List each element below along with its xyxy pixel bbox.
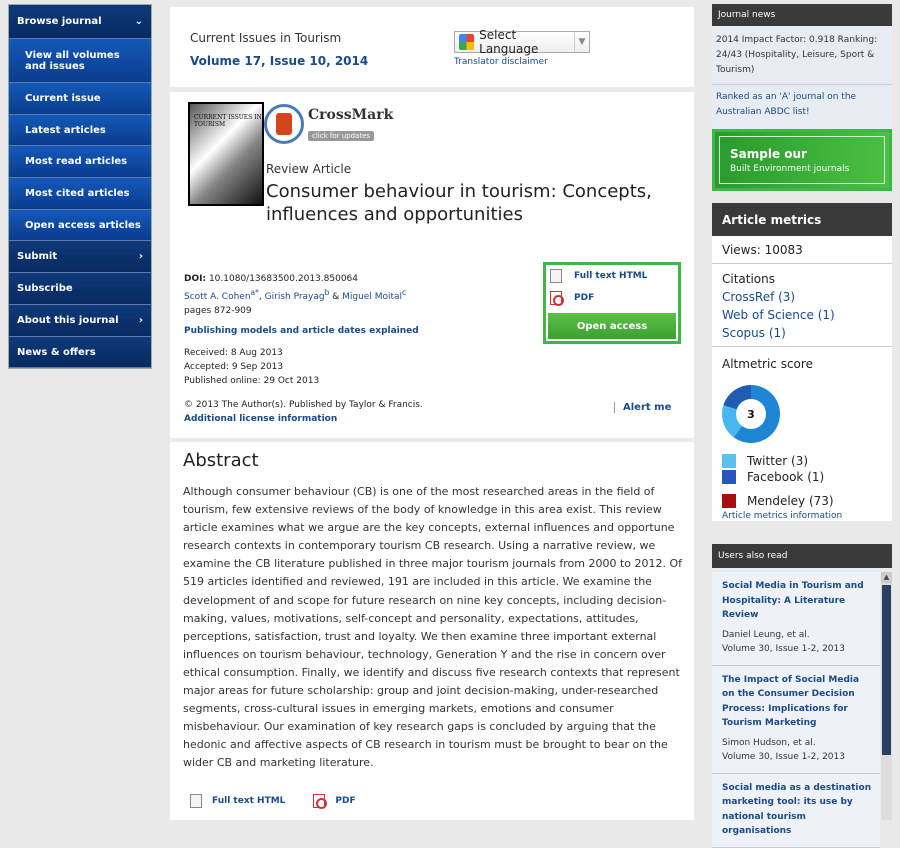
nav-item-label: Latest articles: [25, 124, 106, 136]
abstract-links: [190, 794, 356, 808]
nav-item[interactable]: [9, 39, 151, 83]
metrics-info-link[interactable]: Article metrics information: [722, 511, 843, 521]
also-read-item: [712, 572, 880, 666]
received-date: Received: 8 Aug 2013: [184, 348, 283, 358]
twitter-swatch: [722, 454, 736, 468]
also-read-item: [712, 666, 880, 774]
author-link[interactable]: Girish Prayag$^b$: [264, 288, 330, 302]
crossmark-icon: [264, 104, 304, 144]
nav-item[interactable]: [9, 146, 151, 178]
abdc-ranking-link[interactable]: Ranked as an 'A' journal on the Australian ABDC list!: [716, 92, 857, 117]
sample-banner-subtitle: Built Environment journals: [730, 163, 850, 174]
cover-title: CURRENT ISSUES IN TOURISM: [194, 114, 262, 128]
crossref-link[interactable]: CrossRef (3): [722, 290, 796, 304]
crossmark-badge[interactable]: [264, 104, 393, 144]
nav-item[interactable]: [9, 210, 151, 241]
article-metrics-heading: Article metrics: [712, 203, 892, 236]
altmetric-donut-icon[interactable]: [722, 385, 780, 443]
author-list: Scott A. Cohen$^{a*}$, Girish Prayag$^b$ & Miguel Moital$^c$: [184, 288, 407, 302]
journal-cover-image[interactable]: [188, 102, 264, 206]
facebook-legend-item: Facebook (1): [722, 469, 882, 485]
facebook-swatch: [722, 470, 736, 484]
also-read-authors: Simon Hudson, et al.: [722, 737, 816, 748]
abstract-pdf-link[interactable]: PDF: [335, 796, 356, 806]
impact-factor-news: 2014 Impact Factor: 0.918 Ranking: 24/43 (Hospitality, Leisure, Sport & Tourism): [712, 26, 892, 85]
article-title: Consumer behaviour in tourism: Concepts, influences and opportunities: [266, 181, 652, 225]
chevron-icon: ⌄: [134, 16, 143, 27]
published-date: Published online: 29 Oct 2013: [184, 376, 320, 386]
article-info-panel: [170, 92, 694, 438]
altmetric-legend: [722, 453, 882, 509]
full-text-html-link[interactable]: Full text HTML: [546, 265, 678, 287]
journal-title[interactable]: Current Issues in Tourism: [190, 31, 342, 45]
alert-me-link[interactable]: Alert me: [614, 402, 671, 413]
author-link[interactable]: Miguel Moital$^c$: [342, 288, 407, 302]
language-select-label: Select Language: [479, 28, 539, 56]
scroll-thumb[interactable]: [882, 585, 891, 755]
translator-disclaimer-link[interactable]: Translator disclaimer: [454, 57, 548, 67]
access-box: [543, 262, 681, 344]
also-read-scrollbar[interactable]: [881, 572, 892, 820]
citations-heading: Citations: [722, 272, 776, 286]
sample-banner-title: Sample our: [730, 146, 807, 161]
issue-link[interactable]: Volume 17, Issue 10, 2014: [190, 54, 369, 68]
nav-item-label: Subscribe: [17, 283, 73, 294]
document-icon: [190, 794, 202, 808]
crossmark-title: CrossMark: [308, 106, 394, 123]
document-icon: [550, 269, 562, 283]
also-read-volume: Volume 30, Issue 1-2, 2013: [722, 644, 845, 654]
nav-item[interactable]: [9, 115, 151, 146]
nav-item-label: About this journal: [17, 315, 119, 326]
altmetric-score: 3: [736, 399, 766, 429]
pdf-icon: [313, 794, 325, 808]
left-nav: [8, 4, 152, 369]
google-translate-icon: [459, 34, 474, 50]
scroll-up-icon[interactable]: ▲: [881, 572, 892, 583]
altmetric-block: [712, 347, 892, 519]
nav-item[interactable]: [9, 83, 151, 115]
nav-item-label: Most cited articles: [25, 188, 130, 199]
dropdown-arrow-icon: ▼: [574, 32, 589, 52]
chevron-icon: ›: [138, 315, 143, 326]
nav-item[interactable]: [9, 178, 151, 210]
mendeley-legend-item: Mendeley (73): [722, 493, 882, 509]
journal-news: [712, 4, 892, 132]
nav-item[interactable]: [9, 5, 151, 39]
article-metrics: [712, 203, 892, 521]
also-read-item: [712, 774, 880, 848]
nav-item-label: Open access articles: [25, 219, 141, 231]
users-also-read-heading: Users also read: [712, 544, 892, 568]
nav-item[interactable]: [9, 305, 151, 337]
views-count: Views: 10083: [712, 236, 892, 264]
nav-item[interactable]: [9, 337, 151, 368]
also-read-title-link[interactable]: Social media as a destination marketing tool: its use by national tourism organisations: [722, 782, 872, 836]
sample-journals-banner[interactable]: [712, 129, 892, 191]
also-read-volume: Volume 30, Issue 1-2, 2013: [722, 752, 845, 762]
article-meta: [184, 272, 406, 318]
journal-news-heading: Journal news: [712, 4, 892, 26]
article-type: Review Article: [266, 162, 352, 176]
nav-item[interactable]: [9, 273, 151, 305]
publishing-models-link[interactable]: Publishing models and article dates explained: [184, 326, 419, 336]
nav-item-label: Current issue: [25, 93, 101, 104]
also-read-title-link[interactable]: The Impact of Social Media on the Consumer Decision Process: Implications for Tourism Marketing: [722, 674, 860, 728]
doi-value: 10.1080/13683500.2013.850064: [208, 274, 358, 284]
copyright-text: © 2013 The Author(s). Published by Taylor & Francis.: [184, 400, 423, 410]
nav-item-label: Most read articles: [25, 156, 128, 167]
language-select[interactable]: [454, 28, 590, 56]
also-read-authors: Daniel Leung, et al.: [722, 629, 810, 640]
nav-item-label: View all volumes and issues: [25, 49, 120, 72]
citations-block: [712, 264, 892, 347]
pdf-icon: [550, 291, 562, 305]
nav-item[interactable]: [9, 241, 151, 273]
open-access-badge: Open access: [548, 313, 676, 339]
users-also-read: [712, 544, 892, 836]
also-read-title-link[interactable]: Social Media in Tourism and Hospitality: A Literature Review: [722, 581, 864, 620]
twitter-legend-item: Twitter (3): [722, 453, 882, 469]
copyright-block: [184, 398, 423, 426]
abstract-heading: Abstract: [183, 450, 259, 471]
journal-header: [170, 7, 694, 87]
chevron-icon: ›: [138, 251, 143, 262]
page-range: pages 872-909: [184, 306, 252, 316]
license-link[interactable]: Additional license information: [184, 414, 338, 424]
mendeley-swatch: [722, 494, 736, 508]
article-dates: [184, 346, 319, 388]
nav-item-label: Submit: [17, 251, 58, 262]
accepted-date: Accepted: 9 Sep 2013: [184, 362, 284, 372]
altmetric-heading: Altmetric score: [722, 357, 813, 371]
doi-label: DOI:: [184, 274, 207, 284]
nav-item-label: News & offers: [17, 346, 96, 358]
also-read-list: [712, 572, 880, 848]
abstract-text: Although consumer behaviour (CB) is one of the most researched areas in the field of tourism, few extensive reviews of the body of knowledge in this area exist. This review article examines what we argue are the key concepts, external influences and opportune research contexts in contemporary tourism CB research. Using a narrative review, we examine the CB literature published in three major tourism journals from 2000 to 2012. Of 519 articles identified and reviewed, 191 are included in this article. We examine the development of and scope for future research on nine key concepts, including decision-making, values, motivations, self-concept and personality, expectations, attitudes, perceptions, satisfaction, trust and loyalty. We then examine three important external influences on tourism behaviour, technology, Generation Y and the rise in concern over ethical consumption. Finally, we identify and discuss five research contexts that represent major areas for future scholarship: group and joint decision-making, under-researched segments, cross-cultural issues in emerging markets, emotions and consumer misbehaviour. Our examination of key research gaps is concluded by arguing that the hedonic and affective aspects of CB research in tourism must be brought to bear on the wider CB and marketing literature.: [183, 485, 683, 770]
abstract-panel: [170, 442, 694, 820]
pdf-link[interactable]: PDF: [546, 287, 678, 309]
author-link[interactable]: Scott A. Cohen$^{a*}$: [184, 288, 259, 302]
abstract-full-text-link[interactable]: Full text HTML: [212, 796, 286, 806]
nav-item-label: Browse journal: [17, 16, 102, 27]
crossmark-subtitle: click for updates: [308, 131, 374, 141]
scopus-link[interactable]: Scopus (1): [722, 326, 786, 340]
web-of-science-link[interactable]: Web of Science (1): [722, 308, 835, 322]
